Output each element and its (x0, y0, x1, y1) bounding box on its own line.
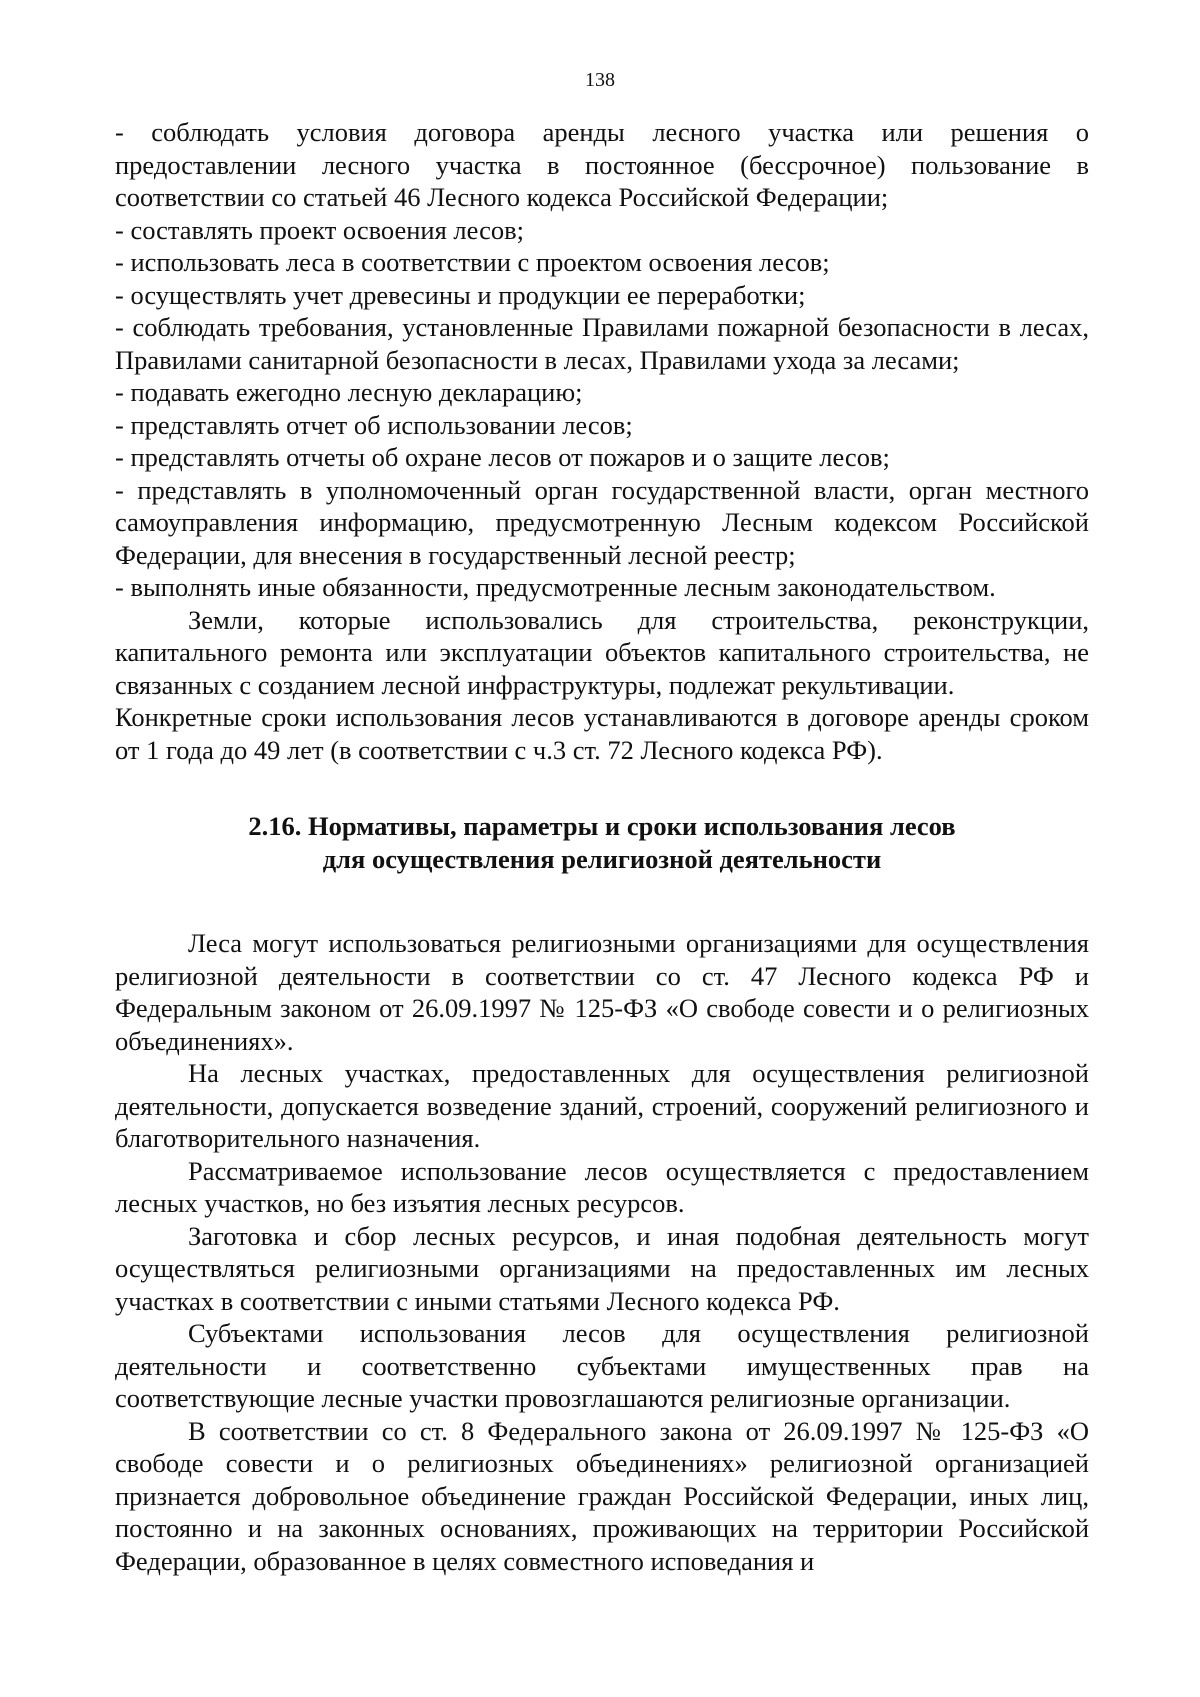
section-heading (115, 810, 1089, 875)
list-item: - представлять отчет об использовании лесов; (115, 409, 633, 440)
page-content (115, 116, 1089, 1577)
body-paragraph: В соответствии со ст. 8 Федерального закона от 26.09.1997 № 125-ФЗ «О свободе совести и о религиозных объединениях» религиозной организацией признается добровольное объединение граждан Российской Федерации, иных лиц, постоянно и на законных основаниях, проживающих на территории Российской Федерации, образованное в целях совместного исповедания и (115, 1415, 1089, 1576)
body-paragraph: Субъектами использования лесов для осуществления религиозной деятельности и соответственно субъектами имущественных прав на соответствующие лесные участки провозглашаются религиозные организации. (115, 1318, 1089, 1413)
list-item: - соблюдать требования, установленные Правилами пожарной безопасности в лесах, Правилами санитарной безопасности в лесах, Правилами ухода за лесами; (115, 312, 1089, 375)
body-paragraph: На лесных участках, предоставленных для осуществления религиозной деятельности, допускается возведение зданий, строений, сооружений религиозного и благотворительного назначения. (115, 1058, 1089, 1153)
list-item: - представлять отчеты об охране лесов от пожаров и о защите лесов; (115, 442, 890, 472)
list-item: - подавать ежегодно лесную декларацию; (115, 377, 583, 407)
page-number: 138 (585, 69, 615, 91)
list-item: - выполнять иные обязанности, предусмотренные лесным законодательством. (115, 572, 996, 602)
body-paragraph: Конкретные сроки использования лесов устанавливаются в договоре аренды сроком от 1 года до 49 лет (в соответствии с ч.3 ст. 72 Лесного кодекса РФ). (115, 702, 1089, 765)
body-paragraph: Земли, которые использовались для строительства, реконструкции, капитального ремонта или эксплуатации объектов капитального строительства, не связанных с созданием лесной инфраструктуры, подлежат рекультивации. (115, 604, 1089, 700)
list-item: - соблюдать условия договора аренды лесного участка или решения о предоставлении лесного участка в постоянное (бессрочное) пользование в соответствии со статьей 46 Лесного кодекса Российской Федерации; (115, 117, 1089, 212)
list-item: - использовать леса в соответствии с проектом освоения лесов; (115, 247, 830, 277)
list-item: - представлять в уполномоченный орган государственной власти, орган местного самоуправления информацию, предусмотренную Лесным кодексом Российской Федерации, для внесения в государственный лесной реестр; (115, 474, 1089, 570)
list-item: - составлять проект освоения лесов; (115, 214, 524, 245)
body-paragraph: Заготовка и сбор лесных ресурсов, и иная подобная деятельность могут осуществляться религиозными организациями на предоставленных им лесных участках в соответствии с иными статьями Лесного кодекса РФ. (115, 1220, 1089, 1316)
body-paragraph: Леса могут использоваться религиозными организациями для осуществления религиозной деятельности в соответствии со ст. 47 Лесного кодекса РФ и Федеральным законом от 26.09.1997 № 125-ФЗ «О свободе совести и о религиозных объединениях». (115, 928, 1089, 1056)
list-item: - осуществлять учет древесины и продукции ее переработки; (115, 279, 806, 310)
section-heading-line: 2.16. Нормативы, параметры и сроки использования лесов (248, 811, 956, 841)
body-paragraph: Рассматриваемое использование лесов осуществляется с предоставлением лесных участков, но без изъятия лесных ресурсов. (115, 1155, 1089, 1218)
section-heading-line: для осуществления религиозной деятельности (322, 843, 882, 874)
